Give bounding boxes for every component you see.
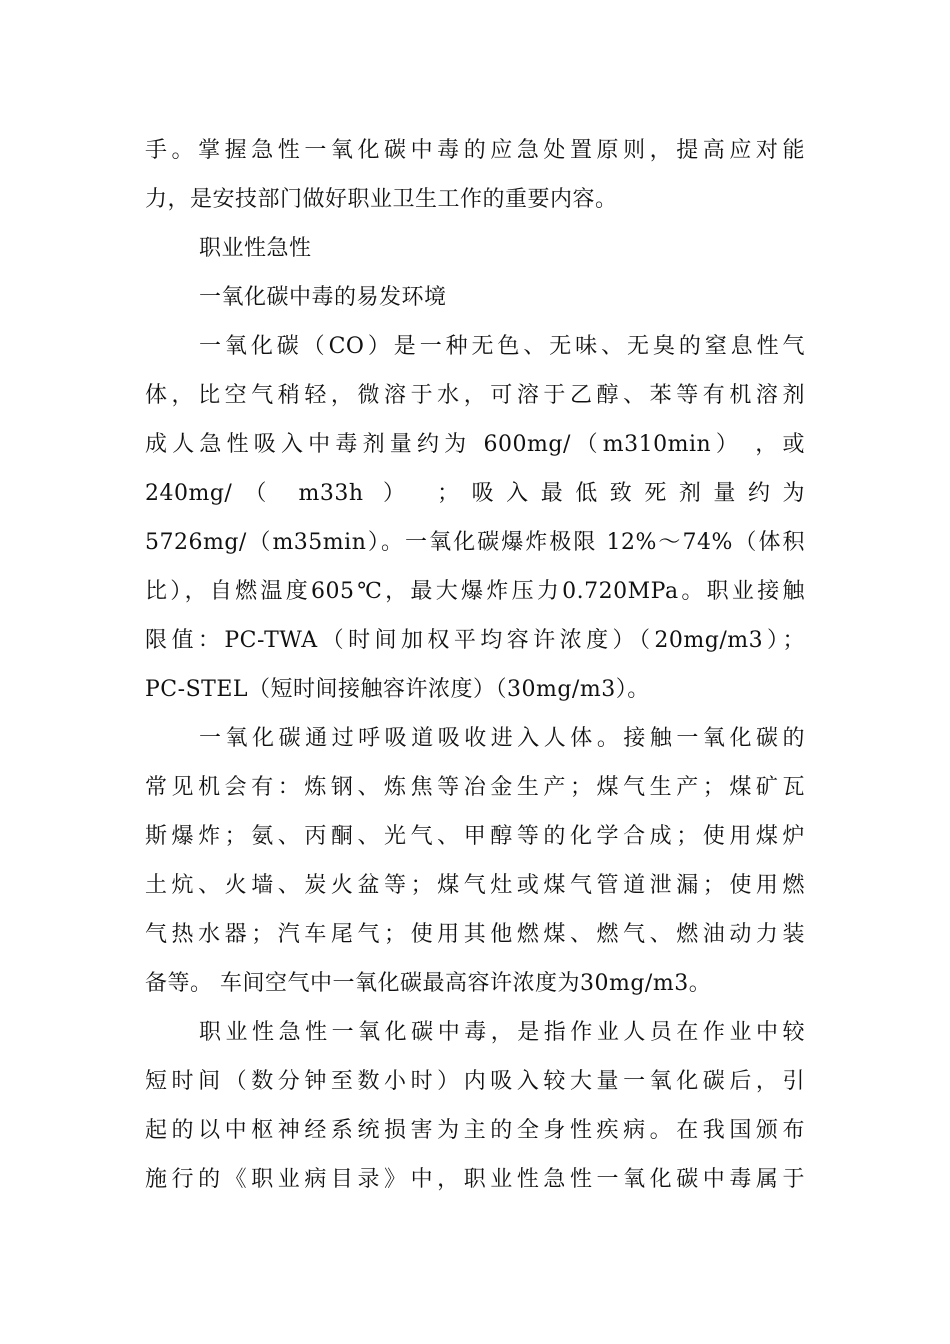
text-line: 短时间（数分钟至数小时）内吸入较大量一氧化碳后，引	[145, 1069, 805, 1094]
text-line: 起的以中枢神经系统损害为主的全身性疾病。在我国颁布	[145, 1118, 805, 1143]
text-line: 土炕、火墙、炭火盆等；煤气灶或煤气管道泄漏；使用燃	[145, 873, 805, 898]
text-line: 职业性急性一氧化碳中毒，是指作业人员在作业中较	[199, 1020, 805, 1045]
section-heading: 一氧化碳中毒的易发环境	[199, 285, 447, 310]
text-line: 一氧化碳（CO）是一种无色、无味、无臭的窒息性气	[199, 334, 805, 359]
text-line: 手。掌握急性一氧化碳中毒的应急处置原则，提高应对能	[145, 138, 805, 163]
text-line: 成人急性吸入中毒剂量约为 600mg/（m310min） ，或	[145, 432, 805, 457]
text-line: 力，是安技部门做好职业卫生工作的重要内容。	[145, 187, 618, 212]
section-heading: 职业性急性	[199, 236, 312, 261]
text-line: 比），自燃温度605℃，最大爆炸压力0.720MPa。职业接触	[145, 579, 805, 604]
text-line: 5726mg/（m35min）。一氧化碳爆炸极限 12%～74%（体积	[145, 530, 805, 555]
text-line: 一氧化碳通过呼吸道吸收进入人体。接触一氧化碳的	[199, 726, 805, 751]
text-line: 斯爆炸；氨、丙酮、光气、甲醇等的化学合成；使用煤炉	[145, 824, 805, 849]
text-line: 气热水器；汽车尾气；使用其他燃煤、燃气、燃油动力装	[145, 922, 805, 947]
text-line: 限值：PC-TWA（时间加权平均容许浓度）（20mg/m3）；	[145, 628, 805, 653]
text-line: 施行的《职业病目录》中，职业性急性一氧化碳中毒属于	[145, 1167, 805, 1192]
text-line: 常见机会有：炼钢、炼焦等冶金生产；煤气生产；煤矿瓦	[145, 775, 805, 800]
text-line: 240mg/（ m33h ） ；吸入最低致死剂量约为	[145, 481, 805, 506]
document-page	[145, 126, 805, 1204]
text-line: PC-STEL（短时间接触容许浓度）（30mg/m3）。	[145, 677, 650, 702]
text-line: 备等。 车间空气中一氧化碳最高容许浓度为30mg/m3。	[145, 971, 712, 996]
text-line: 体，比空气稍轻，微溶于水，可溶于乙醇、苯等有机溶剂	[145, 383, 805, 408]
